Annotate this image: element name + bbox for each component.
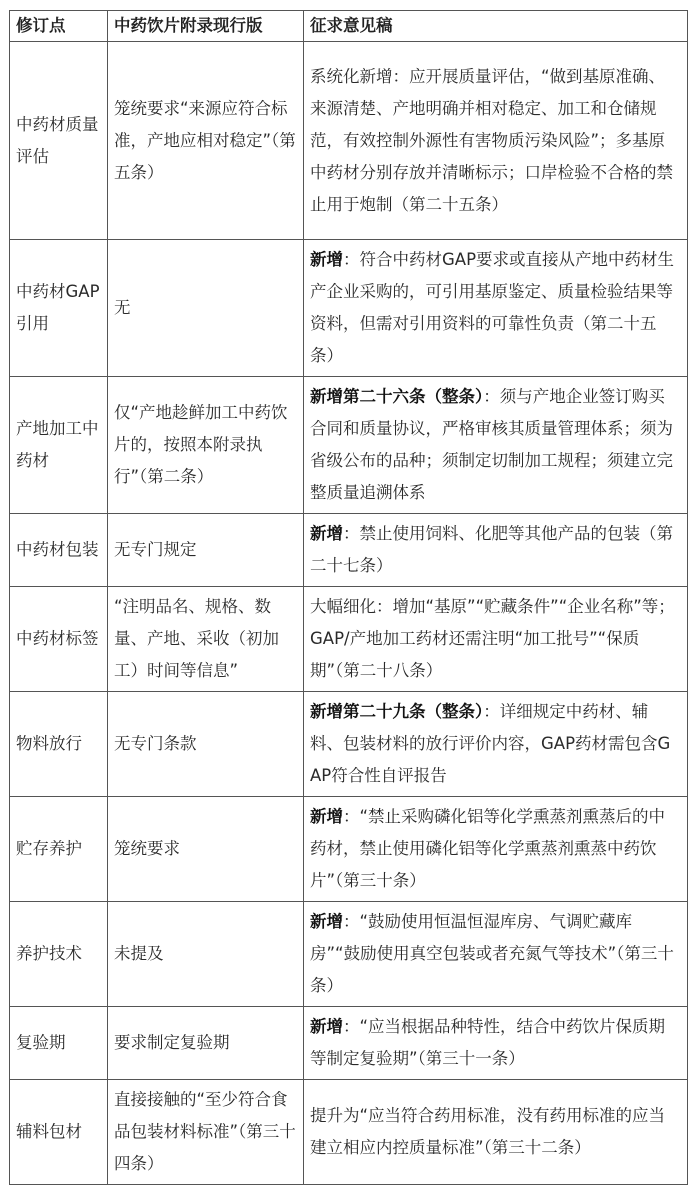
- row-draft: [304, 587, 688, 692]
- row-current: 笼统要求: [108, 797, 304, 902]
- row-point: 中药材质量评估: [10, 42, 108, 240]
- header-revision-point: 修订点: [10, 11, 108, 42]
- row-point: 复验期: [10, 1007, 108, 1080]
- row-draft-text: ：禁止使用饲料、化肥等其他产品的包装（第二十七条）: [310, 524, 673, 575]
- row-draft-emphasis: 新增: [310, 807, 343, 826]
- row-draft: [304, 692, 688, 797]
- row-draft: [304, 240, 688, 377]
- table-row: [10, 377, 688, 514]
- row-draft-emphasis: 新增: [310, 912, 343, 931]
- row-point: 物料放行: [10, 692, 108, 797]
- table-row: [10, 514, 688, 587]
- row-draft-text: 大幅细化：增加“基原”“贮藏条件”“企业名称”等；GAP/产地加工药材还需注明“加工批号”“保质期”（第二十八条）: [310, 597, 675, 680]
- table-row: [10, 1080, 688, 1185]
- row-draft: [304, 1007, 688, 1080]
- row-current: 未提及: [108, 902, 304, 1007]
- row-draft-text: ：须与产地企业签订购买合同和质量协议，严格审核其质量管理体系；须为省级公布的品种；须制定切制加工规程；须建立完整质量追溯体系: [310, 387, 673, 502]
- revision-comparison-table: [9, 10, 688, 1185]
- row-point: 中药材标签: [10, 587, 108, 692]
- row-draft-text: ：符合中药材GAP要求或直接从产地中药材生产企业采购的，可引用基原鉴定、质量检验结果等资料，但需对引用资料的可靠性负责（第二十五条）: [310, 250, 675, 365]
- header-current-version: 中药饮片附录现行版: [108, 11, 304, 42]
- row-draft: [304, 797, 688, 902]
- row-point: 产地加工中药材: [10, 377, 108, 514]
- row-point: 贮存养护: [10, 797, 108, 902]
- row-draft-text: 系统化新增：应开展质量评估，“做到基原准确、来源清楚、产地明确并相对稳定、加工和仓储规范，有效控制外源性有害物质污染风险”；多基原中药材分别存放并清晰标示；口岸检验不合格的禁止用于炮制（第二十五条）: [310, 66, 673, 214]
- table-header-row: [10, 11, 688, 42]
- row-draft: [304, 42, 688, 240]
- row-current: 仅“产地趁鲜加工中药饮片的，按照本附录执行”（第二条）: [108, 377, 304, 514]
- row-current: 要求制定复验期: [108, 1007, 304, 1080]
- table-row: [10, 797, 688, 902]
- row-draft-text: ：详细规定中药材、辅料、包装材料的放行评价内容，GAP药材需包含GAP符合性自评报告: [310, 702, 671, 785]
- row-draft: [304, 377, 688, 514]
- table-row: [10, 42, 688, 240]
- table-row: [10, 902, 688, 1007]
- row-draft-emphasis: 新增第二十六条（整条）: [310, 387, 484, 406]
- row-point: 养护技术: [10, 902, 108, 1007]
- row-current: “注明品名、规格、数量、产地、采收（初加工）时间等信息”: [108, 587, 304, 692]
- row-point: 辅料包材: [10, 1080, 108, 1185]
- table-row: [10, 240, 688, 377]
- row-draft-emphasis: 新增: [310, 250, 343, 269]
- row-point: 中药材包装: [10, 514, 108, 587]
- row-draft-text: ：“禁止采购磷化铝等化学熏蒸剂熏蒸后的中药材，禁止使用磷化铝等化学熏蒸剂熏蒸中药饮片”（第三十条）: [310, 807, 666, 890]
- row-draft: [304, 902, 688, 1007]
- row-draft-emphasis: 新增: [310, 524, 343, 543]
- row-draft-text: 提升为“应当符合药用标准，没有药用标准的应当建立相应内控质量标准”（第三十二条）: [310, 1106, 666, 1157]
- comparison-table-wrapper: [9, 10, 688, 1185]
- row-current: 笼统要求“来源应符合标准，产地应相对稳定”（第五条）: [108, 42, 304, 240]
- header-draft-version: 征求意见稿: [304, 11, 688, 42]
- row-current: 直接接触的“至少符合食品包装材料标准”（第三十四条）: [108, 1080, 304, 1185]
- table-row: [10, 587, 688, 692]
- row-draft: [304, 514, 688, 587]
- row-draft-text: ：“应当根据品种特性，结合中药饮片保质期等制定复验期”（第三十一条）: [310, 1017, 666, 1068]
- row-draft-emphasis: 新增第二十九条（整条）: [310, 702, 484, 721]
- table-row: [10, 1007, 688, 1080]
- row-current: 无专门条款: [108, 692, 304, 797]
- row-draft-text: ：“鼓励使用恒温恒湿库房、气调贮藏库房”“鼓励使用真空包装或者充氮气等技术”（第三十条）: [310, 912, 674, 995]
- row-current: 无: [108, 240, 304, 377]
- row-point: 中药材GAP引用: [10, 240, 108, 377]
- row-current: 无专门规定: [108, 514, 304, 587]
- row-draft: [304, 1080, 688, 1185]
- row-draft-emphasis: 新增: [310, 1017, 343, 1036]
- table-row: [10, 692, 688, 797]
